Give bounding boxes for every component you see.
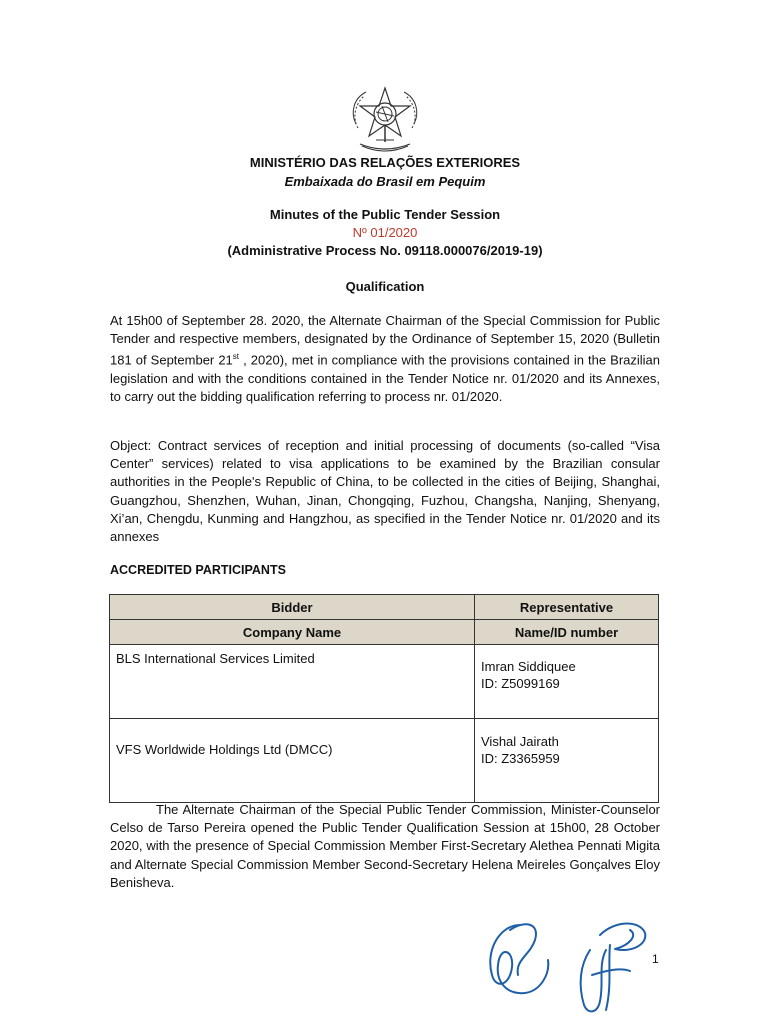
representative-cell — [475, 719, 659, 803]
company-cell: VFS Worldwide Holdings Ltd (DMCC) — [110, 719, 475, 803]
table-subheader-row — [110, 620, 659, 645]
document-title: Minutes of the Public Tender Session — [269, 207, 501, 222]
object-paragraph: Object: Contract services of reception and initial processing of documents (so-called “Visa Center” services) related to visa applications to be examined by the Brazilian consular authorities in the People's Republic of China, to be collected in the cities of Beijing, Shanghai, Guangzhou, Shenzhen, Wuhan, Jinan, Chongqing, Fuzhou, Changsha, Nanjing, Shenyang, Xi’an, Chengdu, Kunming and Hangzhou, as specified in the Tender Notice nr. 01/2020 and its annexes — [110, 438, 660, 545]
closing-paragraph: The Alternate Chairman of the Special Public Tender Commission, Minister-Counselor Celso de Tarso Pereira opened the Public Tender Qualification Session at 15h00, 28 October 2020, with the presence of Special Commission Member First-Secretary Alethea Pennati Migita and Alternate Special Commission Member Second-Secretary Helena Meireles Gonçalves Eloy Benisheva. — [110, 802, 660, 890]
page-number: 1 — [652, 952, 659, 966]
administrative-process: (Administrative Process No. 09118.000076/2019-19) — [227, 243, 543, 258]
handwritten-signatures — [480, 905, 660, 1020]
subheader-company: Company Name — [110, 620, 475, 645]
subheader-name-id: Name/ID number — [475, 620, 659, 645]
representative-cell — [475, 645, 659, 719]
table-header-row — [110, 595, 659, 620]
rep-name: Vishal Jairath — [481, 734, 559, 749]
ministry-name: MINISTÉRIO DAS RELAÇÕES EXTERIORES — [249, 155, 521, 170]
header-representative: Representative — [475, 595, 659, 620]
coat-of-arms-seal — [346, 84, 424, 156]
rep-id: ID: Z5099169 — [481, 676, 560, 691]
participants-heading: ACCREDITED PARTICIPANTS — [110, 563, 286, 577]
rep-id: ID: Z3365959 — [481, 751, 560, 766]
table-row — [110, 645, 659, 719]
intro-paragraph: At 15h00 of September 28. 2020, the Alternate Chairman of the Special Commission for Public Tender and respective members, designated by the Ordinance of September 15, 2020 (Bulletin 181 of September 21st , 2020), met in compliance with the provisions contained in the Brazilian legislation and with the conditions contained in the Tender Notice nr. 01/2020 and its Annexes, to carry out the bidding qualification referring to process nr. 01/2020. — [110, 313, 661, 405]
header-bidder: Bidder — [110, 595, 475, 620]
section-title: Qualification — [345, 279, 425, 294]
embassy-name: Embaixada do Brasil em Pequim — [284, 174, 486, 189]
company-cell: BLS International Services Limited — [110, 645, 475, 719]
table-row — [110, 719, 659, 803]
participants-table — [109, 594, 659, 803]
rep-name: Imran Siddiquee — [481, 659, 576, 674]
session-number: Nº 01/2020 — [352, 225, 418, 240]
